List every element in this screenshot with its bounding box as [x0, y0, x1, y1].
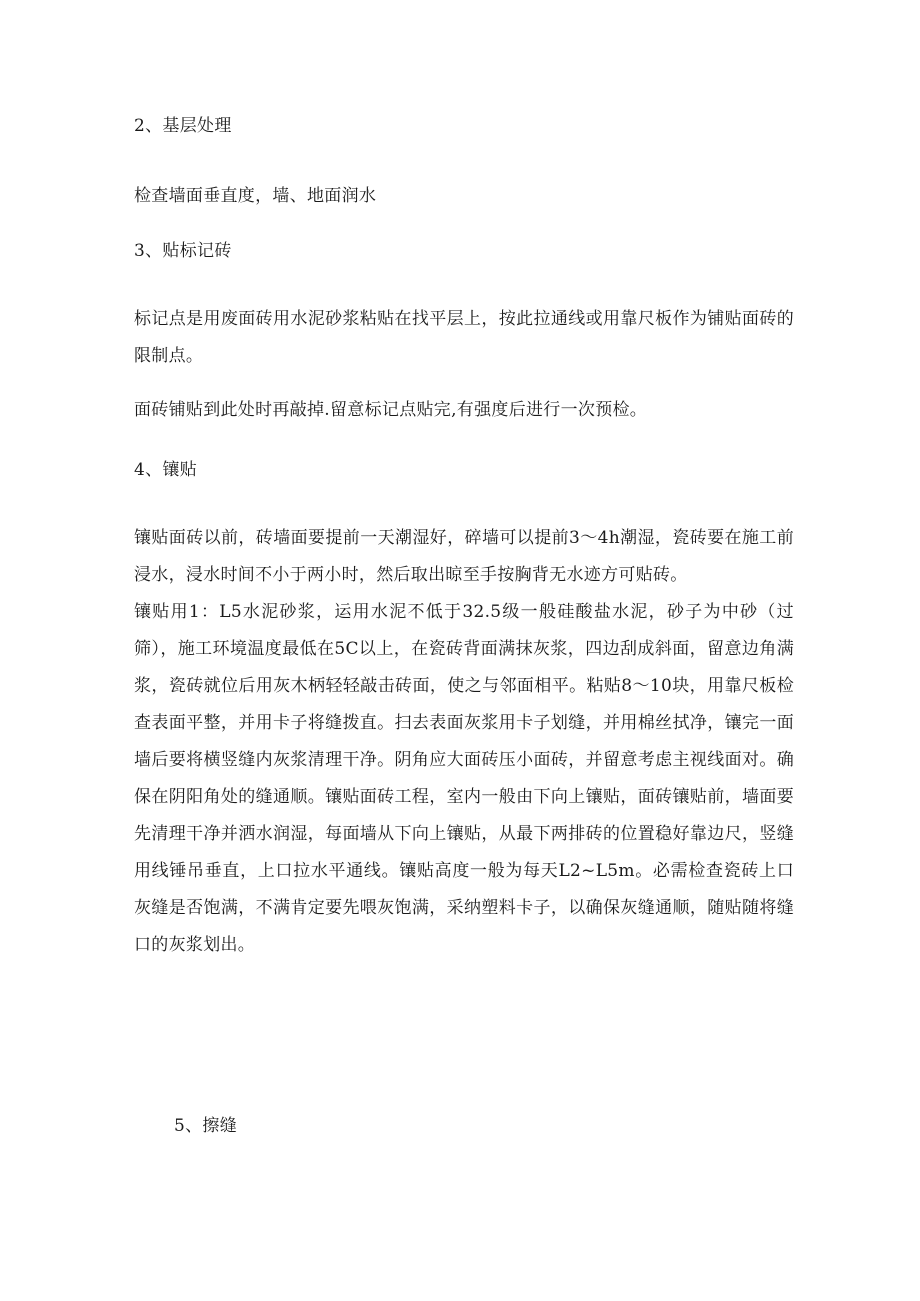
section-4-paragraph-1: 镶贴面砖以前，砖墙面要提前一天潮湿好，碎墙可以提前3～4h潮湿，瓷砖要在施工前浸水，浸水时间不小于两小时，然后取出晾至手按胸背无水迹方可贴砖。	[134, 528, 794, 585]
section-2-text: 检查墙面垂直度，墙、地面润水	[134, 186, 377, 206]
section-3-paragraph-2: 面砖铺贴到此处时再敲掉.留意标记点贴完,有强度后进行一次预检。	[134, 400, 648, 420]
section-heading-4: 4、镶贴	[134, 460, 198, 480]
section-heading-5: 5、擦缝	[174, 1116, 238, 1136]
section-heading-2: 2、基层处理	[134, 116, 232, 136]
section-4-paragraph-2: 镶贴用1：L5水泥砂浆，运用水泥不低于32.5级一般硅酸盐水泥，砂子为中砂（过筛），施工环境温度最低在5C以上，在瓷砖背面满抹灰浆，四边刮成斜面，留意边角满浆，瓷砖就位后用灰木柄轻轻敲击砖面，使之与邻面相平。粘贴8～10块，用靠尺板检查表面平整，并用卡子将缝拨直。扫去表面灰浆用卡子划缝，并用棉丝拭净，镶完一面墙后要将横竖缝内灰浆清理干净。阴角应大面砖压小面砖，并留意考虑主视线面对。确保在阴阳角处的缝通顺。镶贴面砖工程，室内一般由下向上镶贴，面砖镶贴前，墙面要先清理干净并洒水润湿，每面墙从下向上镶贴，从最下两排砖的位置稳好靠边尺，竖缝用线锤吊垂直，上口拉水平通线。镶贴高度一般为每天L2~L5m。必需检查瓷砖上口灰缝是否饱满，不满肯定要先喂灰饱满，采纳塑料卡子，以确保灰缝通顺，随贴随将缝口的灰浆划出。	[134, 602, 794, 955]
section-heading-3: 3、贴标记砖	[134, 241, 232, 261]
section-3-paragraph-1: 标记点是用废面砖用水泥砂浆粘贴在找平层上，按此拉通线或用靠尺板作为铺贴面砖的限制点。	[134, 309, 794, 366]
